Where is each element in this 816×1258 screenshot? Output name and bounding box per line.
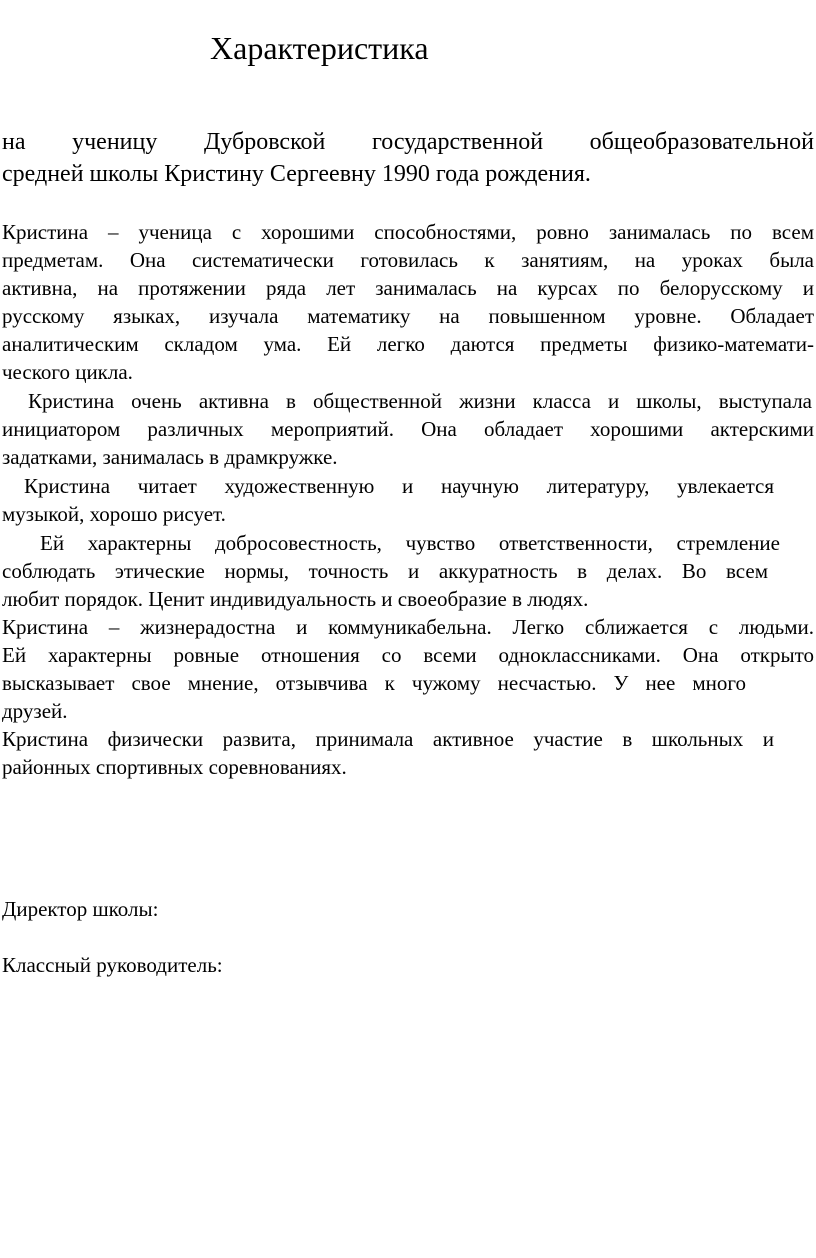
- paragraph-line: аналитическим складом ума. Ей легко даются предметы физико-математи-: [2, 332, 814, 356]
- paragraph-line: ческого цикла.: [2, 360, 133, 384]
- paragraph-line: районных спортивных соревнованиях.: [2, 755, 347, 779]
- document-title: Характеристика: [210, 30, 429, 66]
- paragraph-line: Кристина очень активна в общественной жизни класса и школы, выступала: [28, 389, 812, 413]
- paragraph-line: друзей.: [2, 699, 68, 723]
- paragraph-line: русскому языках, изучала математику на повышенном уровне. Обладает: [2, 304, 814, 328]
- paragraph-line: Кристина читает художественную и научную литературу, увлекается: [24, 474, 774, 498]
- paragraph-line: задатками, занималась в драмкружке.: [2, 445, 338, 469]
- paragraph-line: предметам. Она систематически готовилась к занятиям, на уроках была: [2, 248, 814, 272]
- director-signature-label: Директор школы:: [2, 897, 159, 921]
- paragraph-line: Кристина физически развита, принимала активное участие в школьных и: [2, 727, 774, 751]
- paragraph-line: соблюдать этические нормы, точность и аккуратность в делах. Во всем: [2, 559, 768, 583]
- paragraph-line: активна, на протяжении ряда лет занималась на курсах по белорусскому и: [2, 276, 814, 300]
- paragraph-line: Ей характерны ровные отношения со всеми одноклассниками. Она открыто: [2, 643, 814, 667]
- subtitle-line: средней школы Кристину Сергеевну 1990 года рождения.: [2, 161, 591, 187]
- subtitle-line: на ученицу Дубровской государственной общеобразовательной: [2, 129, 814, 155]
- paragraph-line: инициатором различных мероприятий. Она обладает хорошими актерскими: [2, 417, 814, 441]
- paragraph-line: высказывает свое мнение, отзывчива к чужому несчастью. У нее много: [2, 671, 746, 695]
- paragraph-line: Кристина – ученица с хорошими способностями, ровно занималась по всем: [2, 220, 814, 244]
- paragraph-line: любит порядок. Ценит индивидуальность и своеобразие в людях.: [2, 587, 589, 611]
- paragraph-line: музыкой, хорошо рисует.: [2, 502, 226, 526]
- class-teacher-signature-label: Классный руководитель:: [2, 953, 223, 977]
- paragraph-line: Кристина – жизнерадостна и коммуникабельна. Легко сближается с людьми.: [2, 615, 814, 639]
- paragraph-line: Ей характерны добросовестность, чувство ответственности, стремление: [40, 531, 780, 555]
